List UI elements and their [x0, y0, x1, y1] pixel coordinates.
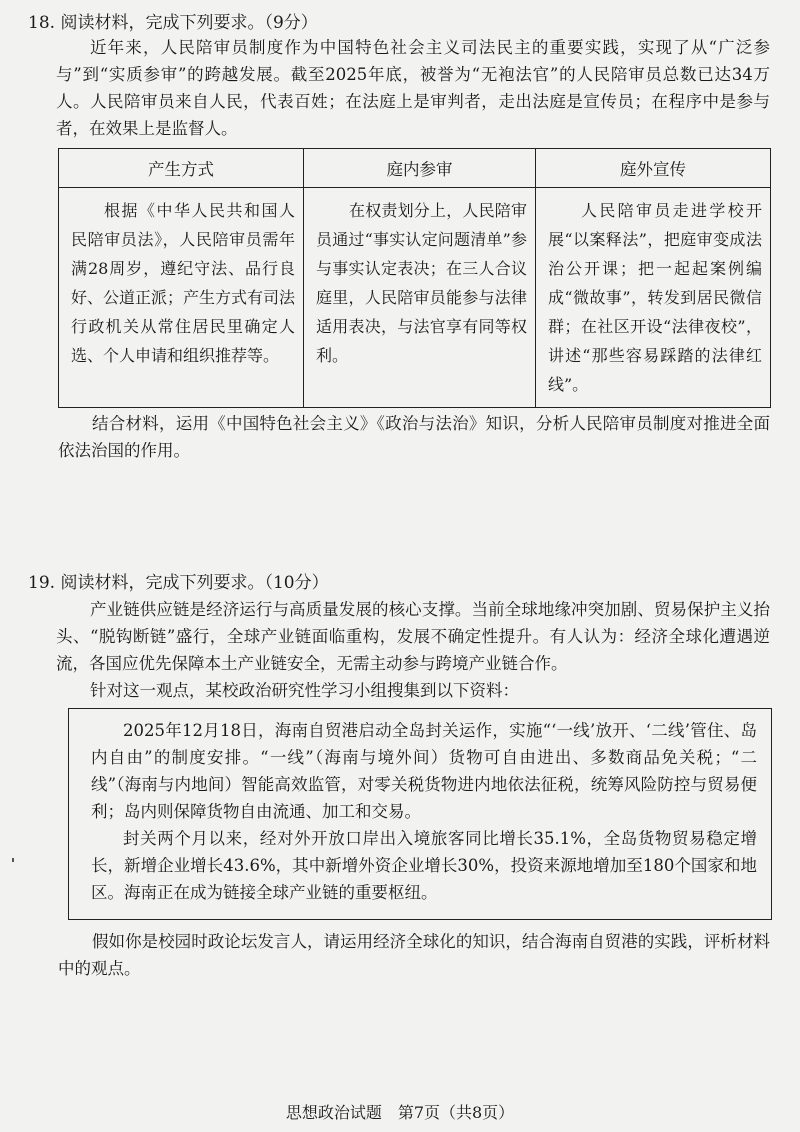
table-row [59, 188, 771, 408]
table-cell: 人民陪审员走进学校开展“以案释法”，把庭审变成法治公开课；把一起起案例编成“微故事”，转发到居民微信群；在社区开设“法律夜校”，讲述“那些容易踩踏的法律红线”。 [536, 188, 771, 408]
table-header-cell: 庭外宣传 [536, 149, 771, 188]
q18-intro: 近年来，人民陪审员制度作为中国特色社会主义司法民主的重要实践，实现了从“广泛参与”到“实质参审”的跨越发展。截至2025年底，被誉为“无袍法官”的人民陪审员总数已达34万人。人民陪审员来自人民，代表百姓；在法庭上是审判者，走出法庭是宣传员；在程序中是参与者，在效果上是监督人。 [56, 38, 770, 138]
q19-task: 假如你是校园时政论坛发言人，请运用经济全球化的知识，结合海南自贸港的实践，评析材料中的观点。 [58, 932, 770, 978]
table-header-cell: 庭内参审 [304, 149, 536, 188]
material-paragraph: 封关两个月以来，经对外开放口岸出入境旅客同比增长35.1%，全岛货物贸易稳定增长，新增企业增长43.6%，其中新增外资企业增长30%，投资来源地增加至180个国家和地区。海南正在成为链接全球产业链的重要枢纽。 [91, 829, 757, 902]
q19-lead: 针对这一观点，某校政治研究性学习小组搜集到以下资料： [90, 681, 519, 700]
table-header-row [59, 149, 771, 188]
q19-heading: 19. 阅读材料，完成下列要求。（10分） [28, 573, 329, 593]
scan-speck [12, 858, 14, 862]
material-paragraph: 2025年12月18日，海南自贸港启动全岛封关运作，实施“‘一线’放开、‘二线’管住、岛内自由”的制度安排。“一线”（海南与境外间）货物可自由进出、多数商品免关税；“二线”（海南与内地间）智能高效监管，对零关税货物进内地依法征税，统筹风险防控与贸易便利；岛内则保障货物自由流通、加工和交易。 [91, 721, 757, 821]
q18-material-table [58, 148, 771, 408]
q18-task: 结合材料，运用《中国特色社会主义》《政治与法治》知识，分析人民陪审员制度对推进全面依法治国的作用。 [58, 414, 770, 460]
q19-material-box [68, 708, 772, 920]
table-header-cell: 产生方式 [59, 149, 304, 188]
q18-heading: 18. 阅读材料，完成下列要求。（9分） [28, 13, 318, 33]
q19-intro: 产业链供应链是经济运行与高质量发展的核心支撑。当前全球地缘冲突加剧、贸易保护主义抬头、“脱钩断链”盛行，全球产业链面临重构，发展不确定性提升。有人认为：经济全球化遭遇逆流，各国应优先保障本土产业链安全，无需主动参与跨境产业链合作。 [56, 600, 770, 673]
table-cell: 在权责划分上，人民陪审员通过“事实认定问题清单”参与事实认定表决；在三人合议庭里，人民陪审员能参与法律适用表决，与法官享有同等权利。 [304, 188, 536, 408]
page-footer: 思想政治试题 第7页（共8页） [285, 1103, 515, 1122]
table-cell: 根据《中华人民共和国人民陪审员法》，人民陪审员需年满28周岁，遵纪守法、品行良好、公道正派；产生方式有司法行政机关从常住居民里确定人选、个人申请和组织推荐等。 [59, 188, 304, 408]
